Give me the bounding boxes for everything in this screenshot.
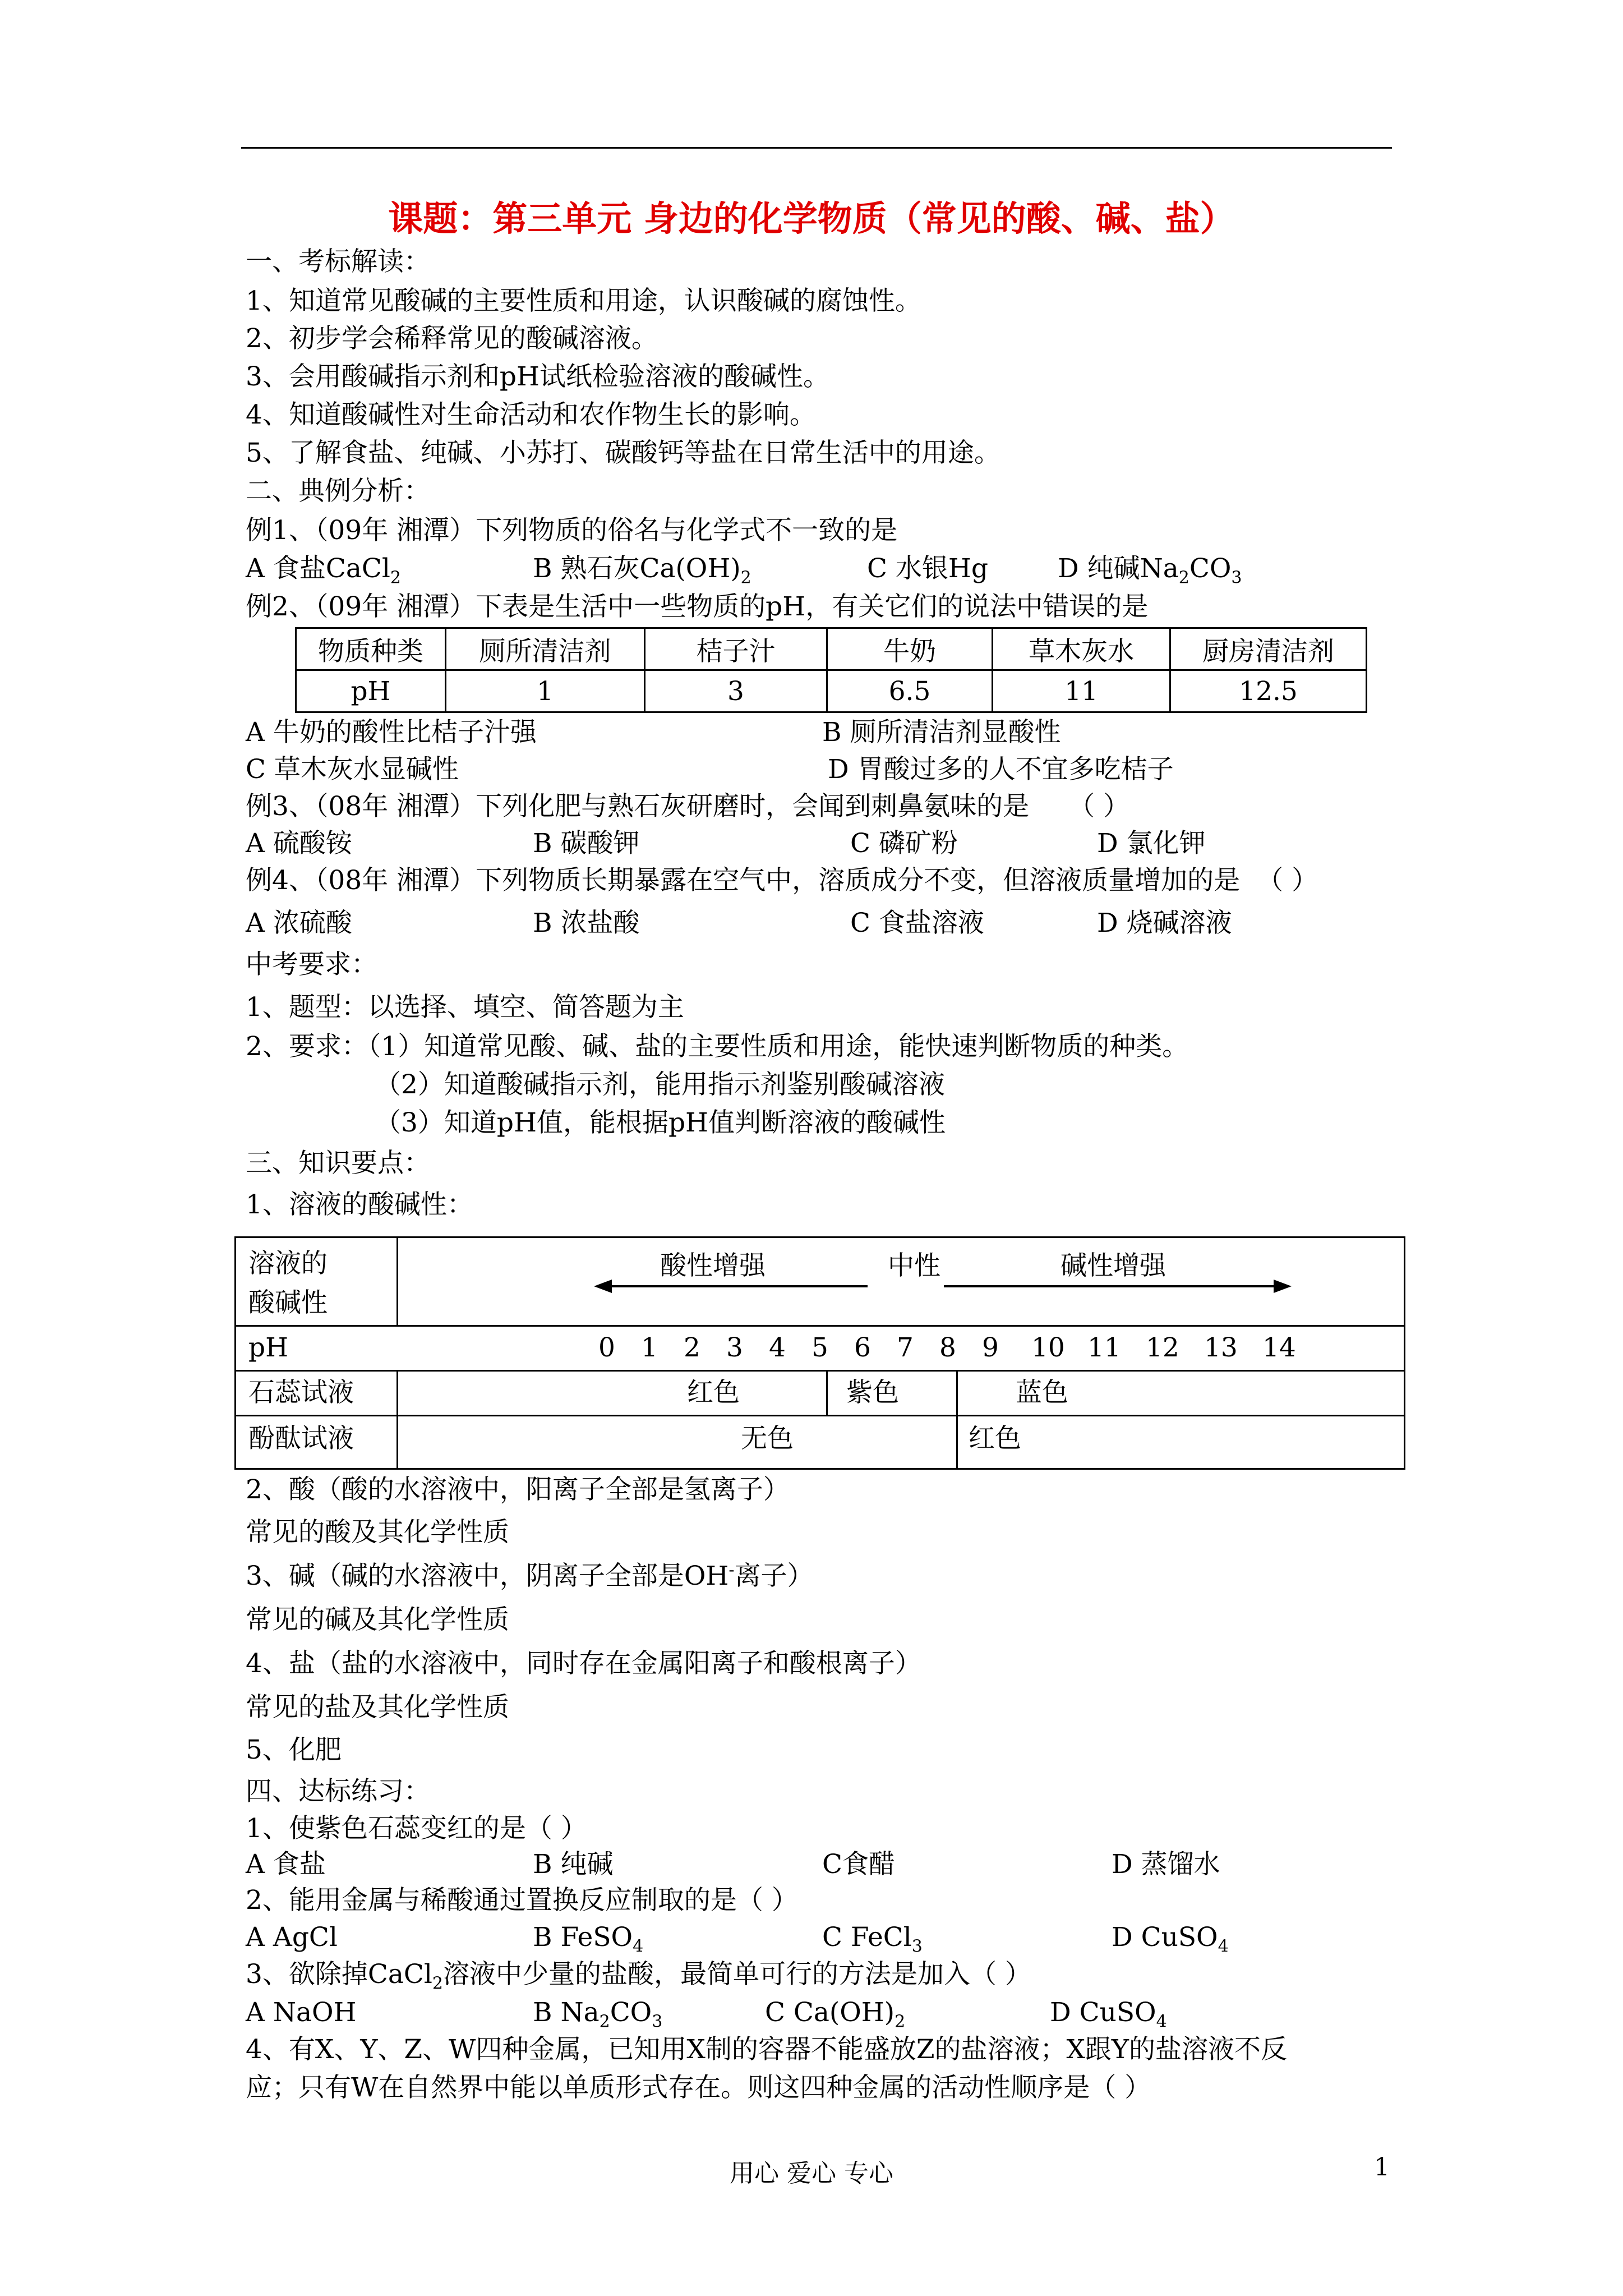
ph-value: 2 [684, 1332, 700, 1363]
phenol-red: 红色 [969, 1423, 1021, 1454]
example-2-option-a: A 牛奶的酸性比桔子汁强 [246, 717, 537, 748]
knowledge-point: 2、酸（酸的水溶液中，阳离子全部是氢离子） [246, 1474, 790, 1505]
page-footer: 用心 爱心 专心 [730, 2159, 893, 2188]
table-cell: 1 [446, 670, 645, 712]
knowledge-point: 5、化肥 [246, 1734, 342, 1765]
question-3-option-a: A NaOH [246, 1997, 357, 2028]
ph-value: 9 [982, 1332, 999, 1363]
ph-value: 8 [939, 1332, 956, 1363]
table-cell: 草木灰水 [993, 628, 1170, 670]
question-3-option-c: C $Ca(OH)_2$ [765, 1997, 906, 2032]
header-rule [241, 147, 1392, 149]
right-arrowhead-icon [1274, 1280, 1292, 1293]
example-4-stem: 例4、（08年 湘潭）下列物质长期暴露在空气中，溶质成分不变，但溶液质量增加的是 （ ） [246, 865, 1318, 896]
question-1-stem: 1、使紫色石蕊变红的是（ ） [246, 1813, 587, 1844]
example-2-stem: 例2、（09年 湘潭）下表是生活中一些物质的pH，有关它们的说法中错误的是 [246, 591, 1149, 622]
table-cell: 桔子汁 [645, 628, 827, 670]
row-label: 酸碱性 [248, 1287, 328, 1318]
table-header-row [296, 628, 1367, 670]
row-label: 溶液的 [248, 1248, 328, 1279]
ph-value: 11 [1087, 1332, 1121, 1363]
ph-value: 7 [897, 1332, 914, 1363]
question-2-option-d: D CuSO$_4$ [1112, 1922, 1229, 1957]
table-divider [236, 1325, 1404, 1327]
table-cell: 3 [645, 670, 827, 712]
example-1-option-c: C 水银Hg [867, 553, 988, 584]
knowledge-point: 3、碱（碱的水溶液中，阴离子全部是OH-离子） [246, 1560, 814, 1591]
section-1-heading: 一、考标解读： [246, 246, 430, 277]
table-cell: 牛奶 [827, 628, 993, 670]
litmus-blue: 蓝色 [1016, 1377, 1068, 1408]
requirement-line: （3）知道pH值，能根据pH值判断溶液的酸碱性 [375, 1107, 946, 1138]
base-label: 碱性增强 [1061, 1250, 1166, 1281]
table-divider [236, 1370, 1404, 1372]
ph-value: 4 [769, 1332, 786, 1363]
question-3-option-d: D CuSO$_4$ [1050, 1997, 1167, 2032]
page-number: 1 [1374, 2153, 1390, 2182]
table-cell: 12.5 [1170, 670, 1367, 712]
question-2-option-b: B FeSO$_4$ [533, 1922, 644, 1957]
direction-arrows [236, 1238, 1404, 1325]
phenol-colorless: 无色 [741, 1423, 794, 1454]
objective-item: 3、会用酸碱指示剂和pH试纸检验溶液的酸碱性。 [246, 361, 829, 392]
example-2-option-c: C 草木灰水显碱性 [246, 754, 459, 785]
litmus-purple: 紫色 [846, 1377, 899, 1408]
question-4-line: 应；只有W在自然界中能以单质形式存在。则这四种金属的活动性顺序是（ ） [246, 2072, 1151, 2103]
example-1-option-a: A 食盐CaCl$_2$ [246, 553, 401, 588]
table-divider [826, 1370, 828, 1415]
question-3-option-b: B $Na_2CO_3$ [533, 1997, 663, 2032]
example-1-stem: 例1、（09年 湘潭）下列物质的俗名与化学式不一致的是 [246, 515, 898, 546]
example-4-option-a: A 浓硫酸 [246, 908, 352, 938]
objective-item: 2、初步学会稀释常见的酸碱溶液。 [246, 323, 658, 354]
acid-base-indicator-table [234, 1236, 1405, 1470]
acid-label: 酸性增强 [660, 1250, 766, 1281]
knowledge-point: 4、盐（盐的水溶液中，同时存在金属阳离子和酸根离子） [246, 1648, 921, 1679]
ph-value: 5 [811, 1332, 828, 1363]
section-3-heading: 三、知识要点： [246, 1148, 430, 1179]
example-3-stem: 例3、（08年 湘潭）下列化肥与熟石灰研磨时，会闻到刺鼻氨味的是 （ ） [246, 791, 1130, 822]
table-cell: 物质种类 [296, 628, 446, 670]
ph-value: 1 [641, 1332, 658, 1363]
example-2-option-d: D 胃酸过多的人不宜多吃桔子 [828, 754, 1174, 785]
requirement-line: 1、题型：以选择、填空、简答题为主 [246, 992, 684, 1023]
ph-row-label: pH [248, 1332, 289, 1363]
example-3-option-a: A 硫酸铵 [246, 828, 352, 859]
example-1-option-b: B 熟石灰$Ca(OH)_2$ [533, 553, 751, 588]
example-3-option-c: C 磷矿粉 [850, 828, 958, 859]
question-1-option-b: B 纯碱 [533, 1849, 614, 1880]
table-cell: 厕所清洁剂 [446, 628, 645, 670]
ph-table [295, 627, 1367, 713]
example-4-option-c: C 食盐溶液 [850, 908, 984, 938]
ph-value: 0 [598, 1332, 615, 1363]
question-1-option-d: D 蒸馏水 [1112, 1849, 1220, 1880]
neutral-label: 中性 [888, 1250, 940, 1281]
question-2-stem: 2、能用金属与稀酸通过置换反应制取的是（ ） [246, 1885, 798, 1916]
requirements-heading: 中考要求： [246, 949, 377, 980]
example-4-option-d: D 烧碱溶液 [1097, 908, 1232, 938]
table-divider [956, 1370, 958, 1468]
table-row [296, 670, 1367, 712]
knowledge-subpoint: 常见的酸及其化学性质 [246, 1517, 509, 1548]
ph-value: 3 [726, 1332, 743, 1363]
example-4-option-b: B 浓盐酸 [533, 908, 640, 938]
question-1-option-a: A 食盐 [246, 1849, 326, 1880]
litmus-red: 红色 [687, 1377, 740, 1408]
table-cell: 厨房清洁剂 [1170, 628, 1367, 670]
page-title: 课题：第三单元 身边的化学物质（常见的酸、碱、盐） [388, 198, 1235, 239]
question-1-option-c: C食醋 [822, 1849, 895, 1880]
requirement-line: 2、要求：（1）知道常见酸、碱、盐的主要性质和用途，能快速判断物质的种类。 [246, 1031, 1189, 1062]
question-2-option-a: A AgCl [246, 1922, 338, 1953]
table-cell: 6.5 [827, 670, 993, 712]
example-1-option-d: D 纯碱$Na_2CO_3$ [1058, 553, 1242, 588]
ph-value: 6 [854, 1332, 871, 1363]
example-2-option-b: B 厕所清洁剂显酸性 [822, 717, 1061, 748]
section-2-heading: 二、典例分析： [246, 476, 430, 507]
ph-value: 14 [1262, 1332, 1296, 1363]
knowledge-subpoint: 常见的盐及其化学性质 [246, 1692, 509, 1723]
section-4-heading: 四、达标练习： [246, 1776, 430, 1807]
table-cell: pH [296, 670, 446, 712]
objective-item: 4、知道酸碱性对生命活动和农作物生长的影响。 [246, 399, 816, 430]
ph-value: 12 [1146, 1332, 1179, 1363]
objective-item: 1、知道常见酸碱的主要性质和用途，认识酸碱的腐蚀性。 [246, 286, 921, 316]
phenol-row-label: 酚酞试液 [248, 1423, 354, 1454]
ph-value: 10 [1031, 1332, 1065, 1363]
objective-item: 5、了解食盐、纯碱、小苏打、碳酸钙等盐在日常生活中的用途。 [246, 438, 1000, 468]
example-3-option-b: B 碳酸钾 [533, 828, 640, 859]
table-divider [236, 1415, 1404, 1416]
knowledge-subpoint: 常见的碱及其化学性质 [246, 1604, 509, 1635]
left-arrowhead-icon [594, 1280, 612, 1293]
table-divider [396, 1370, 398, 1468]
question-3-stem: 3、欲除掉CaCl$_2$溶液中少量的盐酸，最简单可行的方法是加入（ ） [246, 1959, 1031, 1994]
question-2-option-c: C FeCl$_3$ [822, 1922, 923, 1957]
question-4-line: 4、有X、Y、Z、W四种金属，已知用X制的容器不能盛放Z的盐溶液；X跟Y的盐溶液不反 [246, 2034, 1287, 2065]
knowledge-point: 1、溶液的酸碱性： [246, 1189, 473, 1220]
example-3-option-d: D 氯化钾 [1097, 828, 1206, 859]
ph-value: 13 [1204, 1332, 1238, 1363]
litmus-row-label: 石蕊试液 [248, 1377, 354, 1408]
table-cell: 11 [993, 670, 1170, 712]
requirement-line: （2）知道酸碱指示剂，能用指示剂鉴别酸碱溶液 [375, 1069, 945, 1100]
